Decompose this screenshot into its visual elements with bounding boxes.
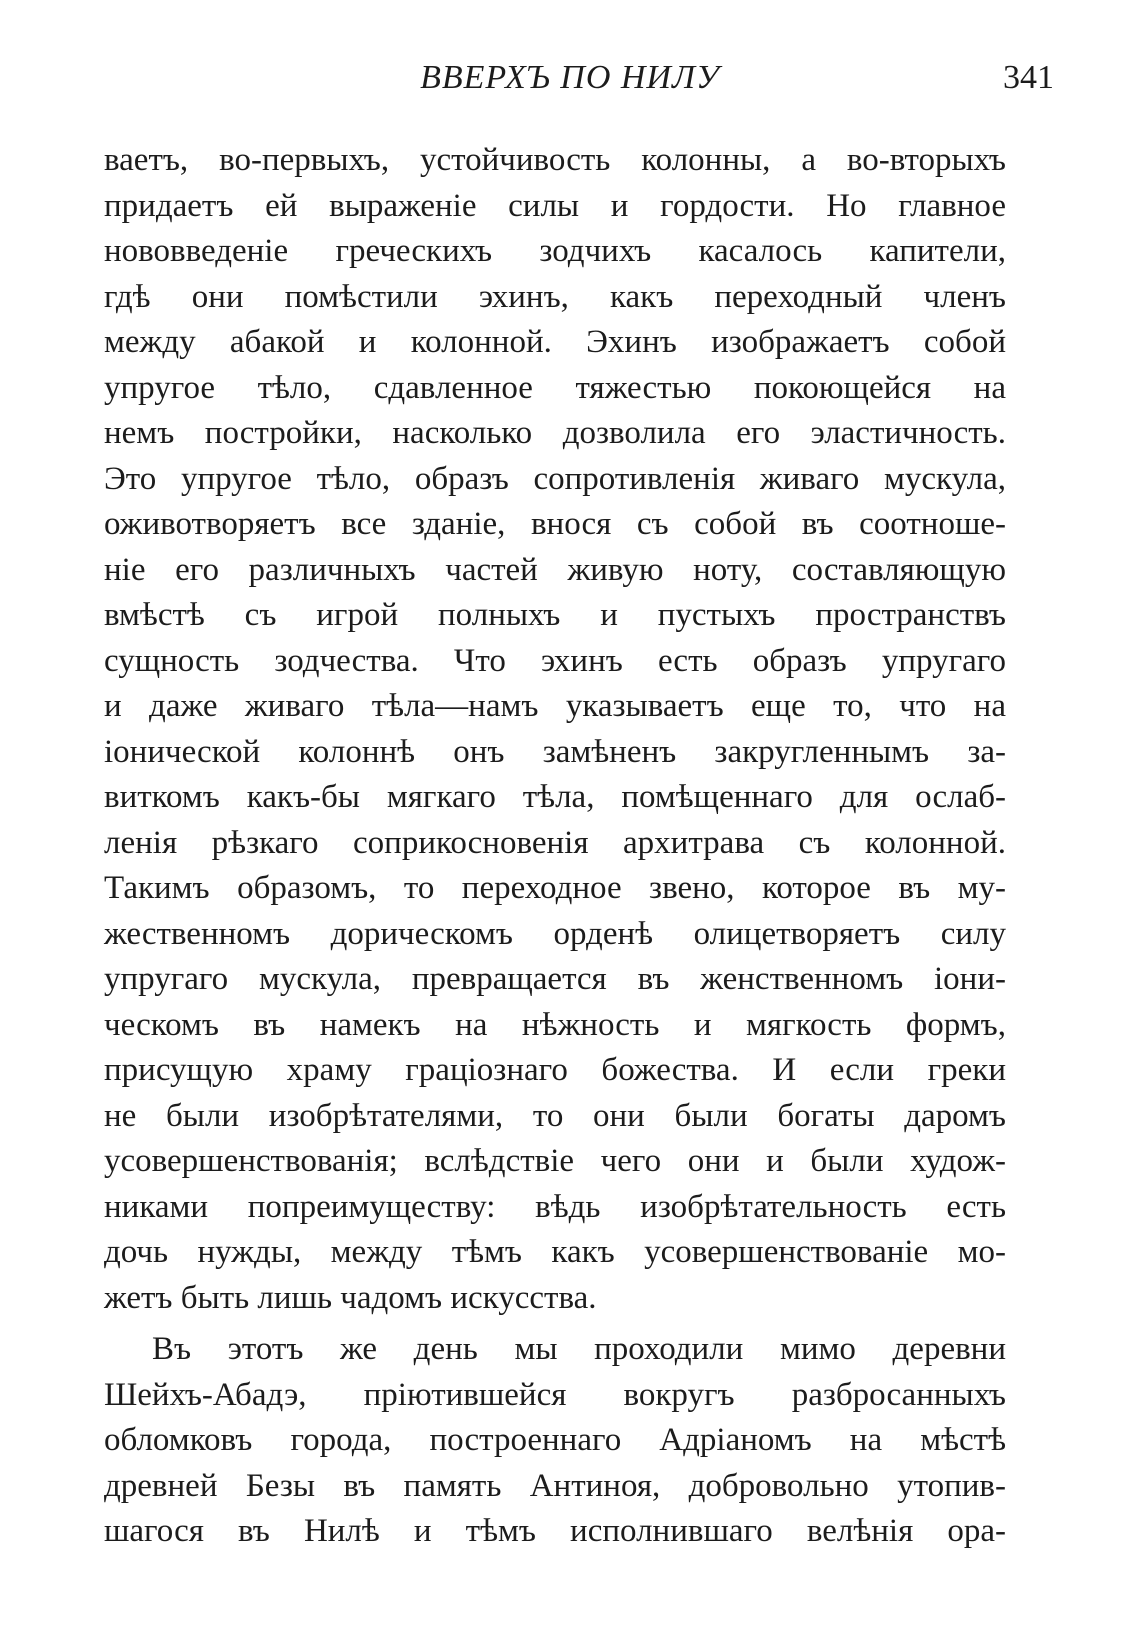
text-line: нововведеніе греческихъ зодчихъ касалось капители, [104,233,1006,269]
text-line: усовершенствованія; вслѣдствіе чего они и были худож- [104,1143,1006,1179]
paragraph-2 [104,1327,1006,1555]
text-line: дочь нужды, между тѣмъ какъ усовершенствованіе мо- [104,1234,1006,1270]
text-line: между абакой и колонной. Эхинъ изображаетъ собой [104,324,1006,360]
running-title: ВВЕРХЪ ПО НИЛУ [420,59,720,96]
text-line: ленія рѣзкаго соприкосновенія архитрава съ колонной. [104,824,1006,861]
text-line: Въ этотъ же день мы проходили мимо деревни [152,1331,1006,1367]
running-head [0,58,1140,98]
text-line: Шейхъ-Абадэ, пріютившейся вокругъ разбросанныхъ [104,1376,1006,1413]
text-line: ніе его различныхъ частей живую ноту, составляющую [104,551,1006,588]
text-line: никами попреимуществу: вѣдь изобрѣтательность есть [104,1188,1006,1225]
text-line: древней Безы въ память Антиноя, добровольно утопив- [104,1467,1006,1504]
text-line: упругаго мускула, превращается въ женственномъ іони- [104,961,1006,997]
text-line: виткомъ какъ-бы мягкаго тѣла, помѣщеннаго для ослаб- [104,779,1006,815]
text-line: жественномъ дорическомъ орденѣ олицетворяетъ силу [104,915,1006,952]
text-line: и даже живаго тѣла—намъ указываетъ еще то, что на [104,688,1006,724]
text-line: не были изобрѣтателями, то они были богаты даромъ [104,1097,1006,1134]
text-line: оживотворяетъ все зданіе, внося съ собой въ соотноше- [104,506,1006,542]
paragraph-1 [104,138,1006,1321]
body-text [104,138,1006,1555]
text-line: ваетъ, во-первыхъ, устойчивость колонны, а во-вторыхъ [104,142,1006,178]
text-line: Такимъ образомъ, то переходное звено, которое въ му- [104,870,1006,906]
text-line: сущность зодчества. Что эхинъ есть образъ упругаго [104,642,1006,679]
text-line: шагося въ Нилѣ и тѣмъ исполнившаго велѣнія ора- [104,1513,1006,1549]
text-line: ческомъ въ намекъ на нѣжность и мягкость формъ, [104,1006,1006,1043]
text-line: жетъ быть лишь чадомъ искусства. [104,1279,597,1316]
text-line: іонической колоннѣ онъ замѣненъ закругленнымъ за- [104,733,1006,770]
text-line: присущую храму граціознаго божества. И если греки [104,1052,1006,1088]
page-number: 341 [1003,59,1054,96]
text-line: обломковъ города, построеннаго Адріаномъ на мѣстѣ [104,1422,1006,1458]
text-line: упругое тѣло, сдавленное тяжестью покоющейся на [104,369,1006,406]
text-line: Это упругое тѣло, образъ сопротивленія живаго мускула, [104,460,1006,497]
text-line: вмѣстѣ съ игрой полныхъ и пустыхъ пространствъ [104,597,1006,633]
text-line: придаетъ ей выраженіе силы и гордости. Но главное [104,187,1006,224]
text-line: гдѣ они помѣстили эхинъ, какъ переходный членъ [104,278,1006,315]
text-line: немъ постройки, насколько дозволила его эластичность. [104,415,1006,451]
